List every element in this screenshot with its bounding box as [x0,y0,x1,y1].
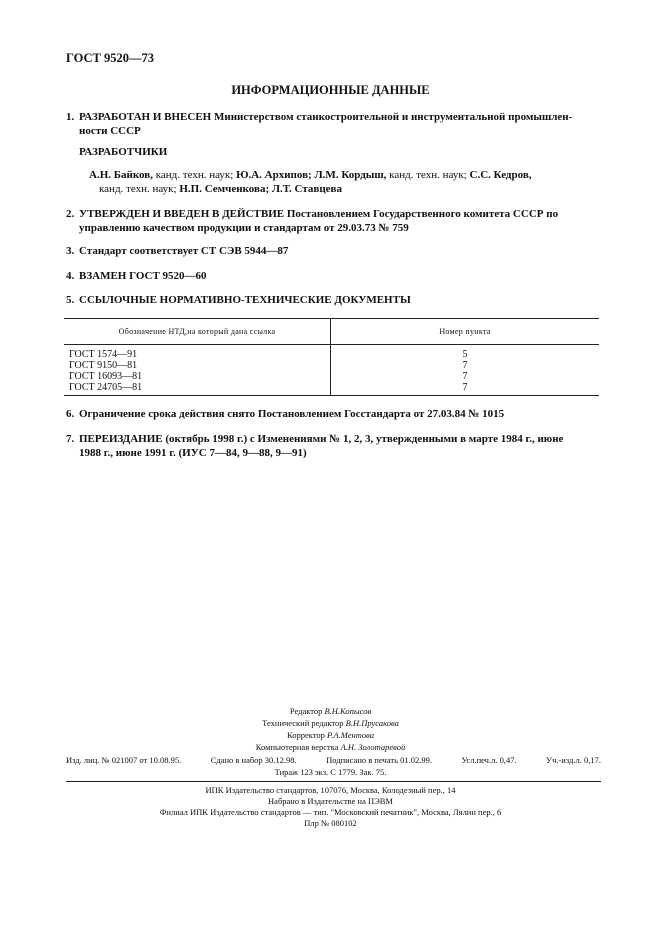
author-6: Л.Т. Ставцева [271,183,342,195]
item-3 [66,244,606,258]
credit-tech-label: Технический редактор [262,718,344,728]
ref-doc-cell: ГОСТ 16093—81 [64,371,331,382]
developers-list [79,168,604,196]
credits-block [0,705,661,753]
table-row [64,345,599,361]
item-5-text: ССЫЛОЧНЫЕ НОРМАТИВНО-ТЕХНИЧЕСКИЕ ДОКУМЕНТЫ [79,294,411,306]
print-info-row [66,755,601,765]
ref-col-header-doc: Обозначение НТД,на который дана ссылка [64,319,331,345]
credit-corr-name: Р.А.Ментова [327,730,375,740]
ref-clause-cell: 7 [462,360,468,371]
item-7-number: 7. [66,433,75,445]
print-signed: Подписано в печать 01.02.99. [326,755,432,765]
item-5 [66,293,606,307]
credit-layout [0,741,661,753]
footer-line-3: Филиал ИПК Издательство стандартов — тип. "Московский печатник", Москва, Лялин пер., 6 [159,807,502,817]
print-run-line: Тираж 123 экз. С 1779. Зак. 75. [274,767,387,777]
item-5-number: 5. [66,294,75,306]
item-4-number: 4. [66,270,75,282]
reference-documents-table [64,318,599,396]
credit-tech-name: В.Н.Прусакова [345,718,399,728]
print-usl: Усл.печ.л. 0,47. [461,755,517,765]
item-1 [66,110,606,138]
item-6 [66,407,606,421]
credit-editor [0,705,661,717]
item-2-text: Постановлением Государственного комитета СССР по [286,208,559,220]
credit-corrector [0,729,661,741]
author-4: С.С. Кедров, [469,169,532,181]
print-uch: Уч.-изд.л. 0,17. [546,755,601,765]
divider [66,781,601,782]
ref-doc-cell: ГОСТ 9150—81 [64,360,331,371]
item-2 [66,207,606,235]
author-5: Н.П. Семченкова; [179,183,270,195]
print-license: Изд. лиц. № 021007 от 10.08.95. [66,755,182,765]
item-2-number: 2. [66,208,75,220]
item-3-text: Стандарт соответствует СТ СЭВ 5944—87 [79,245,289,257]
item-7-text: (октябрь 1998 г.) с Изменениями № 1, 2, 3, утвержденными в марте 1984 г., июне [165,433,564,445]
credit-editor-label: Редактор [289,706,323,716]
author-3: Л.М. Кордыш, [314,169,387,181]
item-7-text-cont: 1988 г., июне 1991 г. (ИУС 7—84, 9—88, 9—91) [79,447,307,459]
item-7 [66,432,606,460]
ref-clause-cell: 7 [462,371,468,382]
doc-code-header: ГОСТ 9520—73 [66,51,155,65]
credit-tech-editor [0,717,661,729]
author-3-degree: канд. техн. наук; [389,169,467,181]
publisher-footer [0,785,661,829]
ref-doc-cell: ГОСТ 24705—81 [64,382,331,396]
table-row [64,360,599,371]
item-1-number: 1. [66,111,75,123]
ref-clause-cell: 5 [462,349,468,360]
credit-editor-name: В.Н.Копысов [324,706,372,716]
item-2-lead: УТВЕРЖДЕН И ВВЕДЕН В ДЕЙСТВИЕ [79,208,285,220]
item-1-text-cont: ности СССР [79,125,141,137]
developers-heading: РАЗРАБОТЧИКИ [79,146,168,158]
author-4-degree: канд. техн. наук; [99,183,177,195]
item-6-number: 6. [66,408,75,420]
author-2: Ю.А. Архипов; [236,169,312,181]
table-row [64,382,599,396]
author-1: А.Н. Байков, [89,169,153,181]
table-row [64,371,599,382]
item-2-text-cont: управлению качеством продукции и стандартам от 29.03.73 № 759 [79,222,409,234]
credit-layout-label: Компьютерная верстка [255,742,339,752]
print-sent: Сдано в набор 30.12.98. [210,755,297,765]
footer-line-4: Плр № 080102 [304,818,357,828]
item-4 [66,269,606,283]
item-3-number: 3. [66,245,75,257]
item-6-text: Ограничение срока действия снято Постановлением Госстандарта от 27.03.84 № 1015 [79,408,505,420]
item-4-text: ВЗАМЕН ГОСТ 9520—60 [79,270,207,282]
credit-layout-name: А.Н. Золотаревой [340,742,406,752]
ref-doc-cell: ГОСТ 1574—91 [64,345,331,361]
footer-line-2: Набрано в Издательстве на ПЭВМ [268,796,393,806]
item-7-lead: ПЕРЕИЗДАНИЕ [79,433,163,445]
item-1-lead: РАЗРАБОТАН И ВНЕСЕН [79,111,212,123]
ref-col-header-clause: Номер пункта [331,319,600,345]
ref-clause-cell: 7 [331,382,600,396]
credit-corr-label: Корректор [286,730,325,740]
page-title: ИНФОРМАЦИОННЫЕ ДАННЫЕ [231,83,430,97]
item-1-text: Министерством станкостроительной и инструментальной промышлен- [213,111,573,123]
author-1-degree: канд. техн. наук; [155,169,234,181]
footer-line-1: ИПК Издательство стандартов, 107076, Москва, Колодезный пер., 14 [205,785,456,795]
